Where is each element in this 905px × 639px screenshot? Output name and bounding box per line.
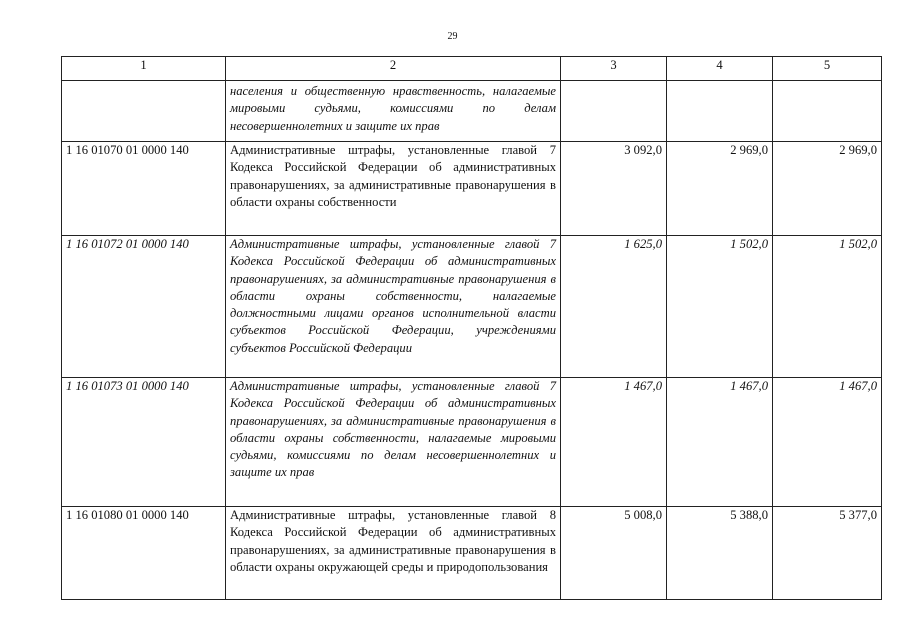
- row-value-col3: 1 467,0: [561, 378, 667, 507]
- row-code: 1 16 01072 01 0000 140: [62, 236, 226, 378]
- table-header-row: [62, 57, 882, 81]
- table-row: [62, 236, 882, 378]
- column-header-1: 1: [62, 57, 226, 81]
- row-value-col5: 2 969,0: [773, 142, 882, 236]
- row-description: Административные штрафы, установленные главой 7 Кодекса Российской Федерации об административных правонарушениях, за административные правонарушения в области охраны собственности, налагаемые должностными лицами органов исполнительной власти субъектов Российской Федерации, учреждениями субъектов Российской Федерации: [226, 236, 561, 378]
- row-code: 1 16 01073 01 0000 140: [62, 378, 226, 507]
- row-description: Административные штрафы, установленные главой 7 Кодекса Российской Федерации об административных правонарушениях, за административные правонарушения в области охраны собственности, налагаемые мировыми судьями, комиссиями по делам несовершеннолетних и защите их прав: [226, 378, 561, 507]
- row-description: Административные штрафы, установленные главой 8 Кодекса Российской Федерации об административных правонарушениях, за административные правонарушения в области охраны окружающей среды и природопользования: [226, 507, 561, 600]
- table-row: [62, 142, 882, 236]
- row-value-col4: 1 467,0: [667, 378, 773, 507]
- row-value-col4: 1 502,0: [667, 236, 773, 378]
- row-description: населения и общественную нравственность, налагаемые мировыми судьями, комиссиями по делам несовершеннолетних и защите их прав: [226, 81, 561, 142]
- row-value-col3: 5 008,0: [561, 507, 667, 600]
- row-description: Административные штрафы, установленные главой 7 Кодекса Российской Федерации об административных правонарушениях, за административные правонарушения в области охраны собственности: [226, 142, 561, 236]
- row-value-col5: 5 377,0: [773, 507, 882, 600]
- row-value-col3: 3 092,0: [561, 142, 667, 236]
- row-value-col3: [561, 81, 667, 142]
- row-code: [62, 81, 226, 142]
- row-value-col4: [667, 81, 773, 142]
- row-value-col5: [773, 81, 882, 142]
- row-value-col5: 1 467,0: [773, 378, 882, 507]
- row-value-col4: 5 388,0: [667, 507, 773, 600]
- row-code: 1 16 01080 01 0000 140: [62, 507, 226, 600]
- column-header-5: 5: [773, 57, 882, 81]
- table-row: [62, 507, 882, 600]
- page-number: 29: [447, 31, 458, 42]
- column-header-2: 2: [226, 57, 561, 81]
- column-header-3: 3: [561, 57, 667, 81]
- table-row: [62, 378, 882, 507]
- row-value-col5: 1 502,0: [773, 236, 882, 378]
- budget-table: [61, 56, 882, 600]
- row-value-col3: 1 625,0: [561, 236, 667, 378]
- column-header-4: 4: [667, 57, 773, 81]
- table-row: [62, 81, 882, 142]
- row-value-col4: 2 969,0: [667, 142, 773, 236]
- row-code: 1 16 01070 01 0000 140: [62, 142, 226, 236]
